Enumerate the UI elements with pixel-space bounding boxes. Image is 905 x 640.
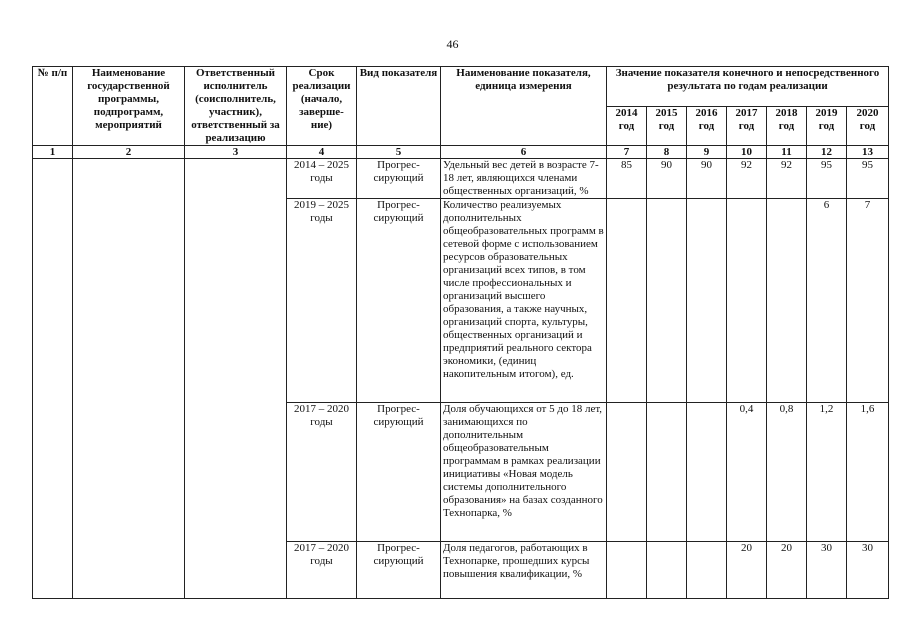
page-number: 46 <box>446 37 459 51</box>
header-row <box>33 67 889 107</box>
column-numbers-row <box>33 146 889 159</box>
cell-value: 95 <box>847 159 889 199</box>
cell-indicator: Количество реализуемых дополнительных общеобразовательных программ в сетевой форме с использованием ресурсов образовательных организаций всех типов, в том числе профессиональных и организаций высшего образования, а также научных, организаций спорта, культуры, общественных организаций и предприятий реального сектора экономики, (единиц накопительным итогом), ед. <box>441 199 607 403</box>
column-number: 6 <box>441 146 607 159</box>
header-num: № п/п <box>33 67 73 146</box>
cell-executor <box>185 159 287 599</box>
column-number: 1 <box>33 146 73 159</box>
cell-indicator: Доля обучающихся от 5 до 18 лет, занимающихся по дополнительным общеобразовательным программам в рамках реализации инициативы «Новая модель системы дополнительного образования» на базах созданного Технопарка, % <box>441 403 607 542</box>
cell-value: 30 <box>807 542 847 599</box>
cell-value: 20 <box>767 542 807 599</box>
column-number: 10 <box>727 146 767 159</box>
cell-value: 0,4 <box>727 403 767 542</box>
header-year: 2020 год <box>847 106 889 146</box>
cell-value <box>687 542 727 599</box>
cell-value <box>607 199 647 403</box>
cell-type: Прогрес-сирующий <box>357 199 441 403</box>
table-row <box>33 159 889 199</box>
cell-indicator: Удельный вес детей в возрасте 7-18 лет, являющихся членами общественных организаций, % <box>441 159 607 199</box>
cell-value: 95 <box>807 159 847 199</box>
cell-value: 20 <box>727 542 767 599</box>
cell-type: Прогрес-сирующий <box>357 403 441 542</box>
cell-value: 7 <box>847 199 889 403</box>
indicators-table <box>32 66 889 599</box>
cell-indicator: Доля педагогов, работающих в Технопарке, прошедших курсы повышения квалификации, % <box>441 542 607 599</box>
cell-value: 30 <box>847 542 889 599</box>
column-number: 8 <box>647 146 687 159</box>
column-number: 3 <box>185 146 287 159</box>
cell-term: 2019 – 2025 годы <box>287 199 357 403</box>
cell-value <box>607 403 647 542</box>
header-year: 2016 год <box>687 106 727 146</box>
cell-type: Прогрес-сирующий <box>357 542 441 599</box>
cell-value: 92 <box>767 159 807 199</box>
header-year: 2019 год <box>807 106 847 146</box>
cell-value: 90 <box>647 159 687 199</box>
cell-num <box>33 159 73 599</box>
header-executor: Ответственный исполнитель (соисполнитель, участник), ответственный за реализацию <box>185 67 287 146</box>
cell-value: 90 <box>687 159 727 199</box>
column-number: 7 <box>607 146 647 159</box>
cell-value <box>687 199 727 403</box>
column-number: 13 <box>847 146 889 159</box>
column-number: 12 <box>807 146 847 159</box>
cell-term: 2017 – 2020 годы <box>287 403 357 542</box>
column-number: 5 <box>357 146 441 159</box>
cell-program <box>73 159 185 599</box>
header-indicator: Наименование показателя, единица измерения <box>441 67 607 146</box>
header-program: Наименование государственной программы, подпрограмм, мероприятий <box>73 67 185 146</box>
cell-value: 1,2 <box>807 403 847 542</box>
cell-value <box>727 199 767 403</box>
cell-value <box>647 542 687 599</box>
cell-value: 1,6 <box>847 403 889 542</box>
cell-term: 2014 – 2025 годы <box>287 159 357 199</box>
header-term: Срок реализации (начало, заверше-ние) <box>287 67 357 146</box>
cell-value <box>607 542 647 599</box>
header-year: 2015 год <box>647 106 687 146</box>
column-number: 9 <box>687 146 727 159</box>
cell-value <box>647 199 687 403</box>
cell-value: 6 <box>807 199 847 403</box>
cell-value: 0,8 <box>767 403 807 542</box>
header-year: 2018 год <box>767 106 807 146</box>
header-year: 2017 год <box>727 106 767 146</box>
cell-value <box>687 403 727 542</box>
cell-value <box>647 403 687 542</box>
cell-value: 85 <box>607 159 647 199</box>
column-number: 4 <box>287 146 357 159</box>
column-number: 11 <box>767 146 807 159</box>
column-number: 2 <box>73 146 185 159</box>
header-type: Вид показателя <box>357 67 441 146</box>
cell-term: 2017 – 2020 годы <box>287 542 357 599</box>
cell-value <box>767 199 807 403</box>
header-year: 2014 год <box>607 106 647 146</box>
cell-type: Прогрес-сирующий <box>357 159 441 199</box>
cell-value: 92 <box>727 159 767 199</box>
header-values-group: Значение показателя конечного и непосредственного результата по годам реализации <box>607 67 889 107</box>
